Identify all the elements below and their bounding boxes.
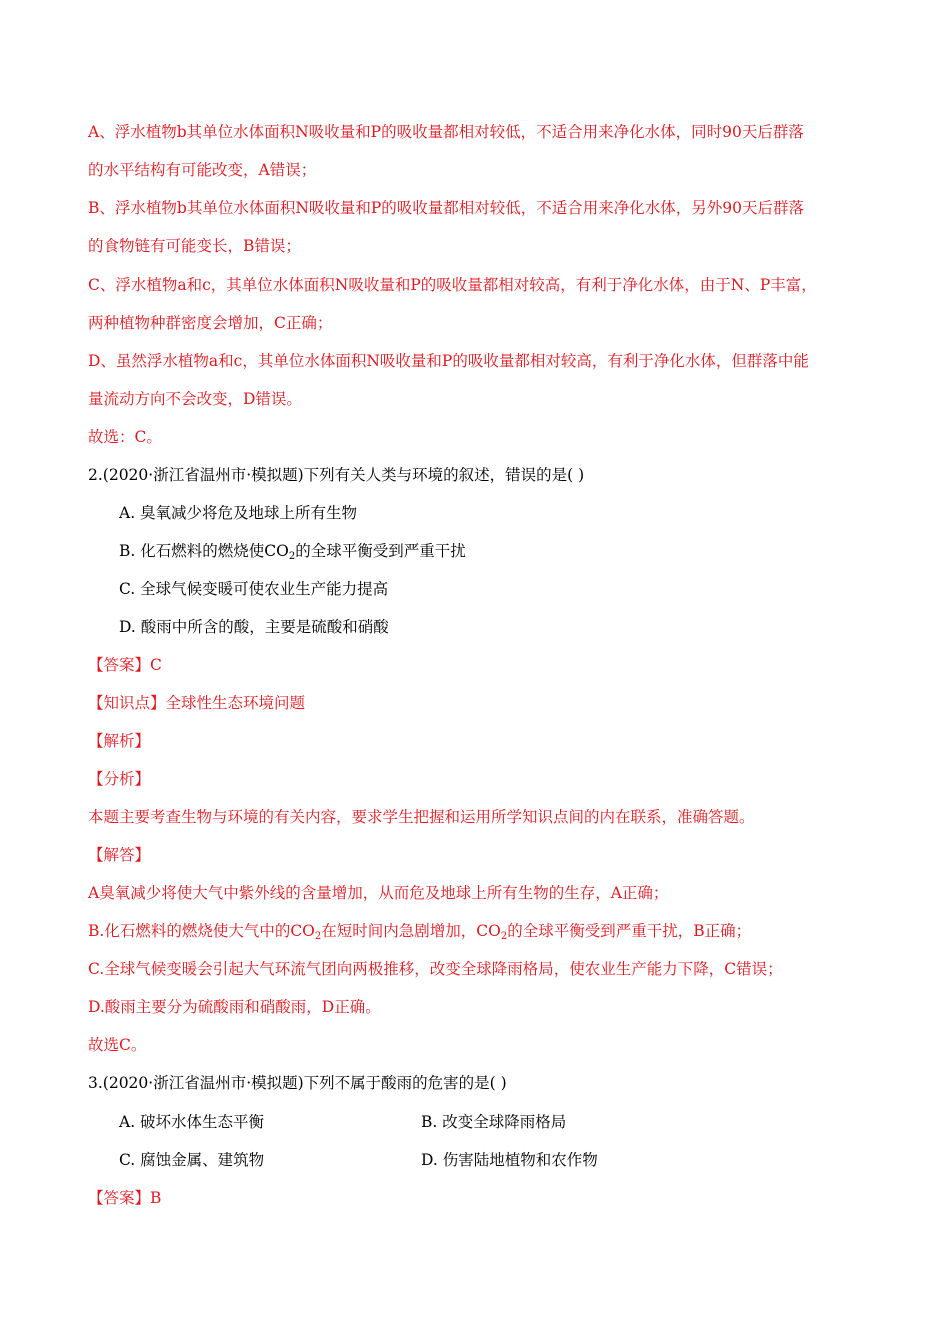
knowledge-tag: 【知识点】 (88, 694, 166, 712)
question-2-stem: 2.(2020·浙江省温州市·模拟题)下列有关人类与环境的叙述，错误的是( ) (88, 466, 585, 484)
explanation-line-b1: B、浮水植物b其单位水体面积N吸收量和P的吸收量都相对较低，不适合用来净化水体，另外90天后群落 (88, 199, 805, 217)
question-2-option-d: D. 酸雨中所含的酸，主要是硫酸和硝酸 (119, 618, 389, 636)
question-2-fenxi-text: 本题主要考查生物与环境的有关内容，要求学生把握和运用所学知识点间的内在联系，准确答题。 (88, 808, 755, 826)
question-3-option-d: D. 伤害陆地植物和农作物 (421, 1151, 598, 1169)
question-3-option-b: B. 改变全球降雨格局 (421, 1113, 567, 1131)
question-2-option-c: C. 全球气候变暖可使农业生产能力提高 (119, 580, 389, 598)
option-b-text-pre: B. 化石燃料的燃烧使CO (119, 542, 289, 560)
question-2-answer (88, 655, 162, 675)
question-3-answer (88, 1188, 161, 1208)
jieda-b-part2: 在短时间内急剧增加，CO (321, 922, 501, 940)
answer-value: C (150, 656, 162, 674)
question-2-knowledge (88, 693, 305, 713)
jieda-b-subscript-2: 2 (500, 931, 508, 942)
explanation-line-d1: D、虽然浮水植物a和c，其单位水体面积N吸收量和P的吸收量都相对较高，有利于净化水体，但群落中能 (88, 352, 809, 370)
question-2-jieda-d: D.酸雨主要分为硫酸雨和硝酸雨，D正确。 (88, 998, 381, 1016)
question-2-jieda-a: A臭氧减少将使大气中紫外线的含量增加，从而危及地球上所有生物的生存，A正确； (88, 884, 669, 902)
answer-tag: 【答案】 (88, 656, 151, 674)
explanation-line-a1: A、浮水植物b其单位水体面积N吸收量和P的吸收量都相对较低，不适合用来净化水体，同时90天后群落 (88, 123, 804, 141)
question-2-option-a: A. 臭氧减少将危及地球上所有生物 (119, 504, 358, 522)
question-3-option-c: C. 腐蚀金属、建筑物 (119, 1151, 265, 1169)
explanation-line-c1: C、浮水植物a和c，其单位水体面积N吸收量和P的吸收量都相对较高，有利于净化水体，由于N、P丰富， (88, 276, 817, 294)
answer-value: B (150, 1189, 162, 1207)
explanation-line-b2: 的食物链有可能变长，B错误； (88, 237, 301, 255)
explanation-line-c2: 两种植物种群密度会增加，C正确； (88, 314, 333, 332)
option-b-text-post: 的全球平衡受到严重干扰 (295, 542, 466, 560)
explanation-line-a2: 的水平结构有可能改变，A错误； (88, 161, 317, 179)
option-b-subscript: 2 (288, 551, 296, 562)
question-2-fenxi-tag: 【分析】 (88, 770, 151, 788)
question-2-option-b (119, 541, 466, 561)
knowledge-value: 全球性生态环境问题 (165, 694, 306, 712)
answer-tag: 【答案】 (88, 1189, 151, 1207)
question-2-jieda-c: C.全球气候变暖会引起大气环流气团向两极推移，改变全球降雨格局，使农业生产能力下降，C错误； (88, 960, 783, 978)
question-2-jieda-b (88, 921, 751, 941)
question-3-stem: 3.(2020·浙江省温州市·模拟题)下列不属于酸雨的危害的是( ) (88, 1074, 507, 1092)
question-2-jieda-tag: 【解答】 (88, 846, 151, 864)
question-2-conclusion: 故选C。 (88, 1036, 147, 1054)
jieda-b-subscript-1: 2 (314, 931, 322, 942)
explanation-line-d2: 量流动方向不会改变，D错误。 (88, 390, 302, 408)
jieda-b-part1: B.化石燃料的燃烧使大气中的CO (88, 922, 315, 940)
q1-conclusion: 故选：C。 (88, 428, 162, 446)
jieda-b-part3: 的全球平衡受到严重干扰，B正确； (507, 922, 752, 940)
question-2-analysis-tag: 【解析】 (88, 732, 151, 750)
question-3-option-a: A. 破坏水体生态平衡 (119, 1113, 265, 1131)
